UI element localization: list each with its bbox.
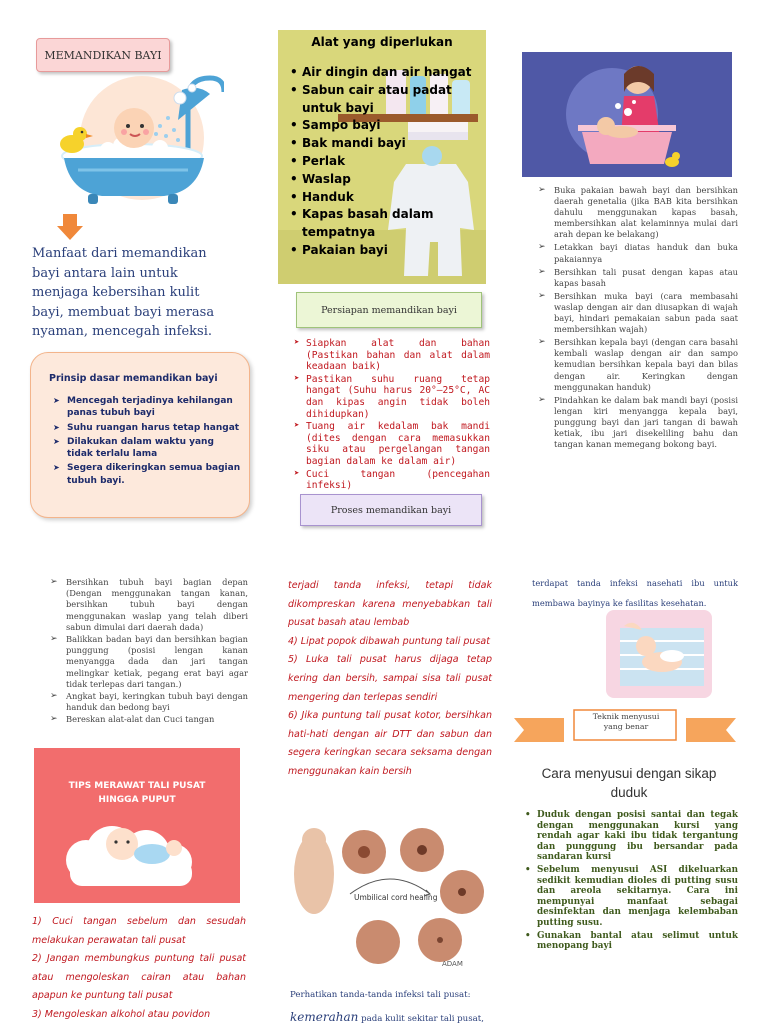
- proses-label: Proses memandikan bayi: [300, 494, 482, 526]
- list-item: ➤ Cuci tangan (pencegahan infeksi): [294, 469, 490, 492]
- list-item: ➢ Bereskan alat-alat dan Cuci tangan: [50, 714, 248, 725]
- tools-title: Alat yang diperlukan: [311, 35, 453, 49]
- list-item: • Bak mandi bayi: [290, 135, 486, 153]
- list-item: 3) Mengoleskan alkohol atau povidon: [32, 1008, 211, 1020]
- photo-credit: ADAM: [442, 960, 463, 968]
- mother-bathing-baby-illustration: [522, 52, 732, 177]
- intro-paragraph: Manfaat dari memandikan bayi antara lain untuk menjaga kebersihan kulit bayi, membuat bayi merasa nyaman, mencegah infeksi.: [32, 246, 215, 339]
- list-item: • Air dingin dan air hangat: [290, 64, 486, 82]
- paragraph: 4) Lipat popok dibawah puntung tali pusat: [288, 635, 490, 647]
- list-item: ➢ Bersihkan muka bayi (cara membasahi waslap dengan air dan diusapkan di wajah bayi, hindari pemakaian sabun pada saat membersihkan wajah): [538, 291, 738, 335]
- prinsip-list: [53, 395, 241, 489]
- list-item: • Duduk dengan posisi santai dan tegak dengan menggunakan kursi yang rendah agar kaki ibu tidak tergantung dan punggung ibu bersandar pada sandaran kursi: [524, 810, 738, 863]
- list-item: 2) Jangan membungkus puntung tali pusat atau mengoleskan cairan atau bahan apapun ke puntung tali pusat: [32, 953, 246, 1002]
- list-item: ➢ Bersihkan tali pusat dengan kapas atau kapas basah: [538, 267, 738, 289]
- persiapan-list: [294, 338, 490, 493]
- infeksi-note: terdapat tanda infeksi nasehati ibu untuk membawa bayinya ke fasilitas kesehatan.: [532, 578, 738, 608]
- umbilical-cord-healing-photo: [290, 824, 490, 970]
- bath-continue-list: [50, 577, 248, 727]
- list-item: • Pakaian bayi: [290, 242, 486, 260]
- list-item: ➢ Pindahkan ke dalam bak mandi bayi (posisi lengan kiri menyangga kepala bayi, punggung bayi dan jari tangan di bawah ketiak, ibu jari disekeliling bahu dan tangan kanan memegang bokong bayi.: [538, 395, 738, 450]
- prinsip-title: Prinsip dasar memandikan bayi: [49, 373, 218, 384]
- list-item: ➢ Bersihkan tubuh bayi bagian depan (Dengan menggunakan tangan kanan, bersihkan tubuh bayi dengan menggunakan waslap yang telah diberi sabun dimulai dari daerah dada): [50, 577, 248, 633]
- list-item: ➢ Angkat bayi, keringkan tubuh bayi dengan handuk dan bedong bayi: [50, 691, 248, 713]
- tali-pusat-continue: [288, 577, 492, 782]
- list-item: ➤ Mencegah terjadinya kehilangan panas tubuh bayi: [53, 395, 241, 420]
- perhatikan-text: Perhatikan tanda-tanda infeksi tali pusat:: [290, 990, 471, 1000]
- list-item: ➢ Buka pakaian bawah bayi dan bersihkan daerah genetalia (jika BAB kita bersihkan dahulu menggunakan kapas basah, membersihkan alat kelaminnya mulai dari arah depan ke belakang): [538, 185, 738, 240]
- kemerahan-word: kemerahan: [290, 1010, 359, 1024]
- banner-title-line1: TIPS MERAWAT TALI PUSAT: [68, 781, 206, 791]
- list-item: • Perlak: [290, 153, 486, 171]
- list-item: ➤ Suhu ruangan harus tetap hangat: [53, 422, 241, 434]
- cara-menyusui-list: [524, 810, 738, 954]
- list-item: ➢ Bersihkan kepala bayi (dengan cara basahi kembali waslap dengan air dan sampo kemudian bersihkan kepala bayi dan bilas dengan air. Keringkan dengan menggunakan handuk): [538, 337, 738, 392]
- list-item: • Sebelum menyusui ASI dikeluarkan sedikit kemudian dioles di putting susu dan areola sekitarnya. Cara ini mempunyai manfaat sebagai desinfektan dan menjaga kelembaban putting susu.: [524, 865, 738, 929]
- tools-list: [290, 64, 486, 260]
- paragraph: terjadi tanda infeksi, tetapi tidak dikompreskan karena menyebabkan tali pusat basah atau lembab: [288, 580, 492, 629]
- baby-care-illustration: [606, 610, 712, 698]
- tips-banner: [34, 748, 240, 903]
- tools-panel: [278, 30, 486, 284]
- list-item: • Gunakan bantal atau selimut untuk menopang bayi: [524, 931, 738, 952]
- list-item: • Kapas basah dalam tempatnya: [290, 206, 486, 242]
- cara-title: Cara menyusui dengan sikap duduk: [541, 766, 717, 800]
- list-item: ➤ Segera dikeringkan semua bagian tubuh bayi.: [53, 462, 241, 487]
- list-item: ➤ Dilakukan dalam waktu yang tidak terlalu lama: [53, 436, 241, 461]
- baby-bathtub-illustration: [38, 70, 224, 210]
- tali-pusat-list: [32, 913, 246, 1025]
- perhatikan-paragraph: [290, 984, 490, 1030]
- list-item: ➤ Siapkan alat dan bahan (Pastikan bahan dan alat dalam keadaan baik): [294, 338, 490, 373]
- perhatikan-tail: pada kulit sekitar tali pusat,: [358, 1014, 484, 1024]
- persiapan-label: Persiapan memandikan bayi: [296, 292, 482, 328]
- prinsip-box: [30, 352, 250, 518]
- paragraph: 6) Jika puntung tali pusat kotor, bersihkan hati-hati dengan air DTT dan sabun dan segera keringkan secara seksama dengan menggunakan kain bersih: [288, 710, 492, 777]
- list-item: ➢ Letakkan bayi diatas handuk dan buka pakaiannya: [538, 242, 738, 264]
- list-item: ➤ Pastikan suhu ruang tetap hangat (Suhu harus 20°–25°C, AC dan kipas angin tidak boleh dihidupkan): [294, 374, 490, 420]
- list-item: 1) Cuci tangan sebelum dan sesudah melakukan perawatan tali pusat: [32, 916, 246, 946]
- banner-title-line2: HINGGA PUPUT: [98, 795, 176, 805]
- list-item: ➢ Balikkan badan bayi dan bersihkan bagian punggung (posisi lengan kanan menyangga dada dan jari tangan melingkar ketiak, pegang erat bayi agar tidak terlepas dari tangan.): [50, 634, 248, 690]
- list-item: • Sabun cair atau padat untuk bayi: [290, 82, 486, 118]
- list-item: ➤ Tuang air kedalam bak mandi (dites dengan cara memasukkan siku atau pergelangan tangan bagian dalam ke dalam air): [294, 421, 490, 467]
- bathing-steps-list: [538, 185, 738, 452]
- ribbon-text: Teknik menyusui yang benar: [592, 712, 660, 731]
- down-arrow-icon: [55, 212, 85, 242]
- paragraph: 5) Luka tali pusat harus dijaga tetap kering dan bersih, sampai sisa tali pusat mengering dan terlepas sendiri: [288, 654, 492, 703]
- list-item: • Handuk: [290, 189, 486, 207]
- list-item: • Sampo bayi: [290, 117, 486, 135]
- list-item: • Waslap: [290, 171, 486, 189]
- photo-caption: Umbilical cord healing: [354, 893, 438, 902]
- page-title: MEMANDIKAN BAYI: [36, 38, 170, 72]
